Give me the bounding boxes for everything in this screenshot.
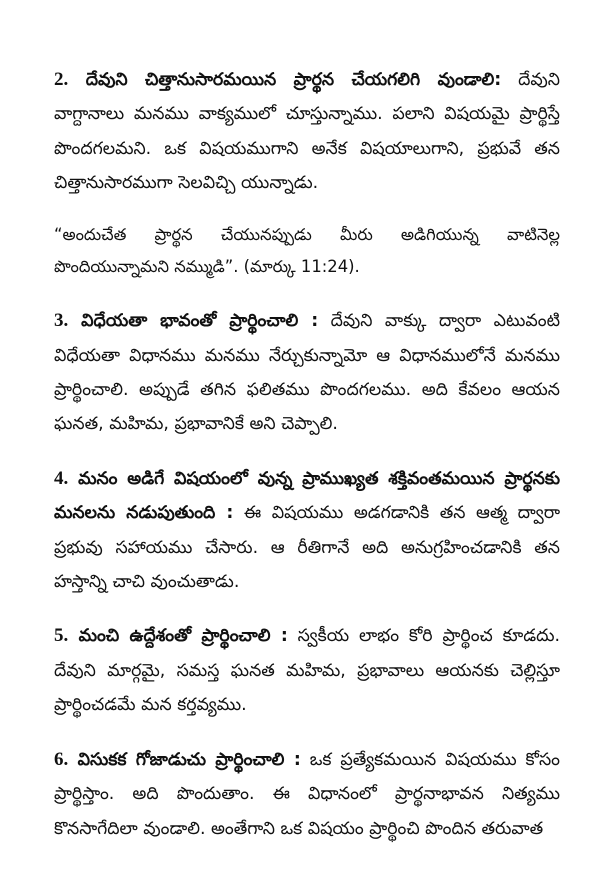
section-body: దేవుని వాగ్దానాలు మనము వాక్యములో చూస్తున్నాము. పలాని విషయమై ప్రార్థిస్తే పొందగలమని. ఒక విషయముగాని అనేక విషయాలుగాని, ప్రభువే తన చిత్తానుసారముగా సెలవిచ్చి యున్నాడు. [54,70,560,194]
section-heading: మనం అడిగే విషయంలో వున్న ప్రాముఖ్యత శక్తివంతమయిన ప్రార్థనకు మనలను నడుపుతుంది : [54,468,560,524]
scripture-quote [54,219,560,285]
section-body: ఈ విషయము అడగడానికి తన ఆత్మ ద్వారా ప్రభువు సహాయము చేసారు. ఆ రీతిగానే అది అనుగ్రహించడానికి తన హస్తాన్ని చాచి వుంచుతాడు. [54,503,560,593]
section-heading: దేవుని చిత్తానుసారమయిన ప్రార్థన చేయగలిగి వుండాలి: [68,70,502,90]
section-number: 2. [54,69,69,90]
section-6 [54,743,560,846]
section-5 [54,619,560,722]
section-number: 3. [54,310,69,332]
section-heading: విసుకక గోజాడుచు ప్రార్థించాలి : [68,749,301,770]
section-number: 6. [54,748,69,770]
section-2 [54,63,560,201]
section-number: 4. [54,467,69,489]
section-heading: మంచి ఉద్దేశంతో ప్రార్థించాలి : [68,626,288,647]
section-heading: విధేయతా భావంతో ప్రార్థించాలి : [68,311,319,332]
section-number: 5. [54,625,69,647]
quote-text: “అందుచేత ప్రార్థన చేయునప్పుడు మీరు అడిగియున్న వాటినెల్ల పొందియున్నామని నమ్ముడి”. (మార్కు 11:24). [54,224,560,277]
section-4 [54,462,560,600]
section-body: ఒక ప్రత్యేకమయిన విషయము కోసం ప్రార్థిస్తాం. అది పొందుతాం. ఈ విధానంలో ప్రార్థనాభావన నిత్యము కొనసాగేదిలా వుండాలి. అంతేగాని ఒక విషయం ప్రార్థించి పొందిన తరువాత [54,749,560,839]
section-3 [54,304,560,442]
document-page [54,63,560,846]
section-body: దేవుని వాక్కు ద్వారా ఎటువంటి విధేయతా విధానము మనము నేర్చుకున్నామో ఆ విధానములోనే మనము ప్రార్థించాలి. అప్పుడే తగిన ఫలితము పొందగలము. అది కేవలం ఆయన ఘనత, మహిమ, ప్రభావానికే అని చెప్పాలి. [54,311,561,435]
section-body: స్వకీయ లాభం కోరి ప్రార్థించ కూడదు. దేవుని మార్గమై, సమస్త ఘనత మహిమ, ప్రభావాలు ఆయనకు చెల్లిస్తూ ప్రార్థించడమే మన కర్తవ్యము. [54,626,560,716]
